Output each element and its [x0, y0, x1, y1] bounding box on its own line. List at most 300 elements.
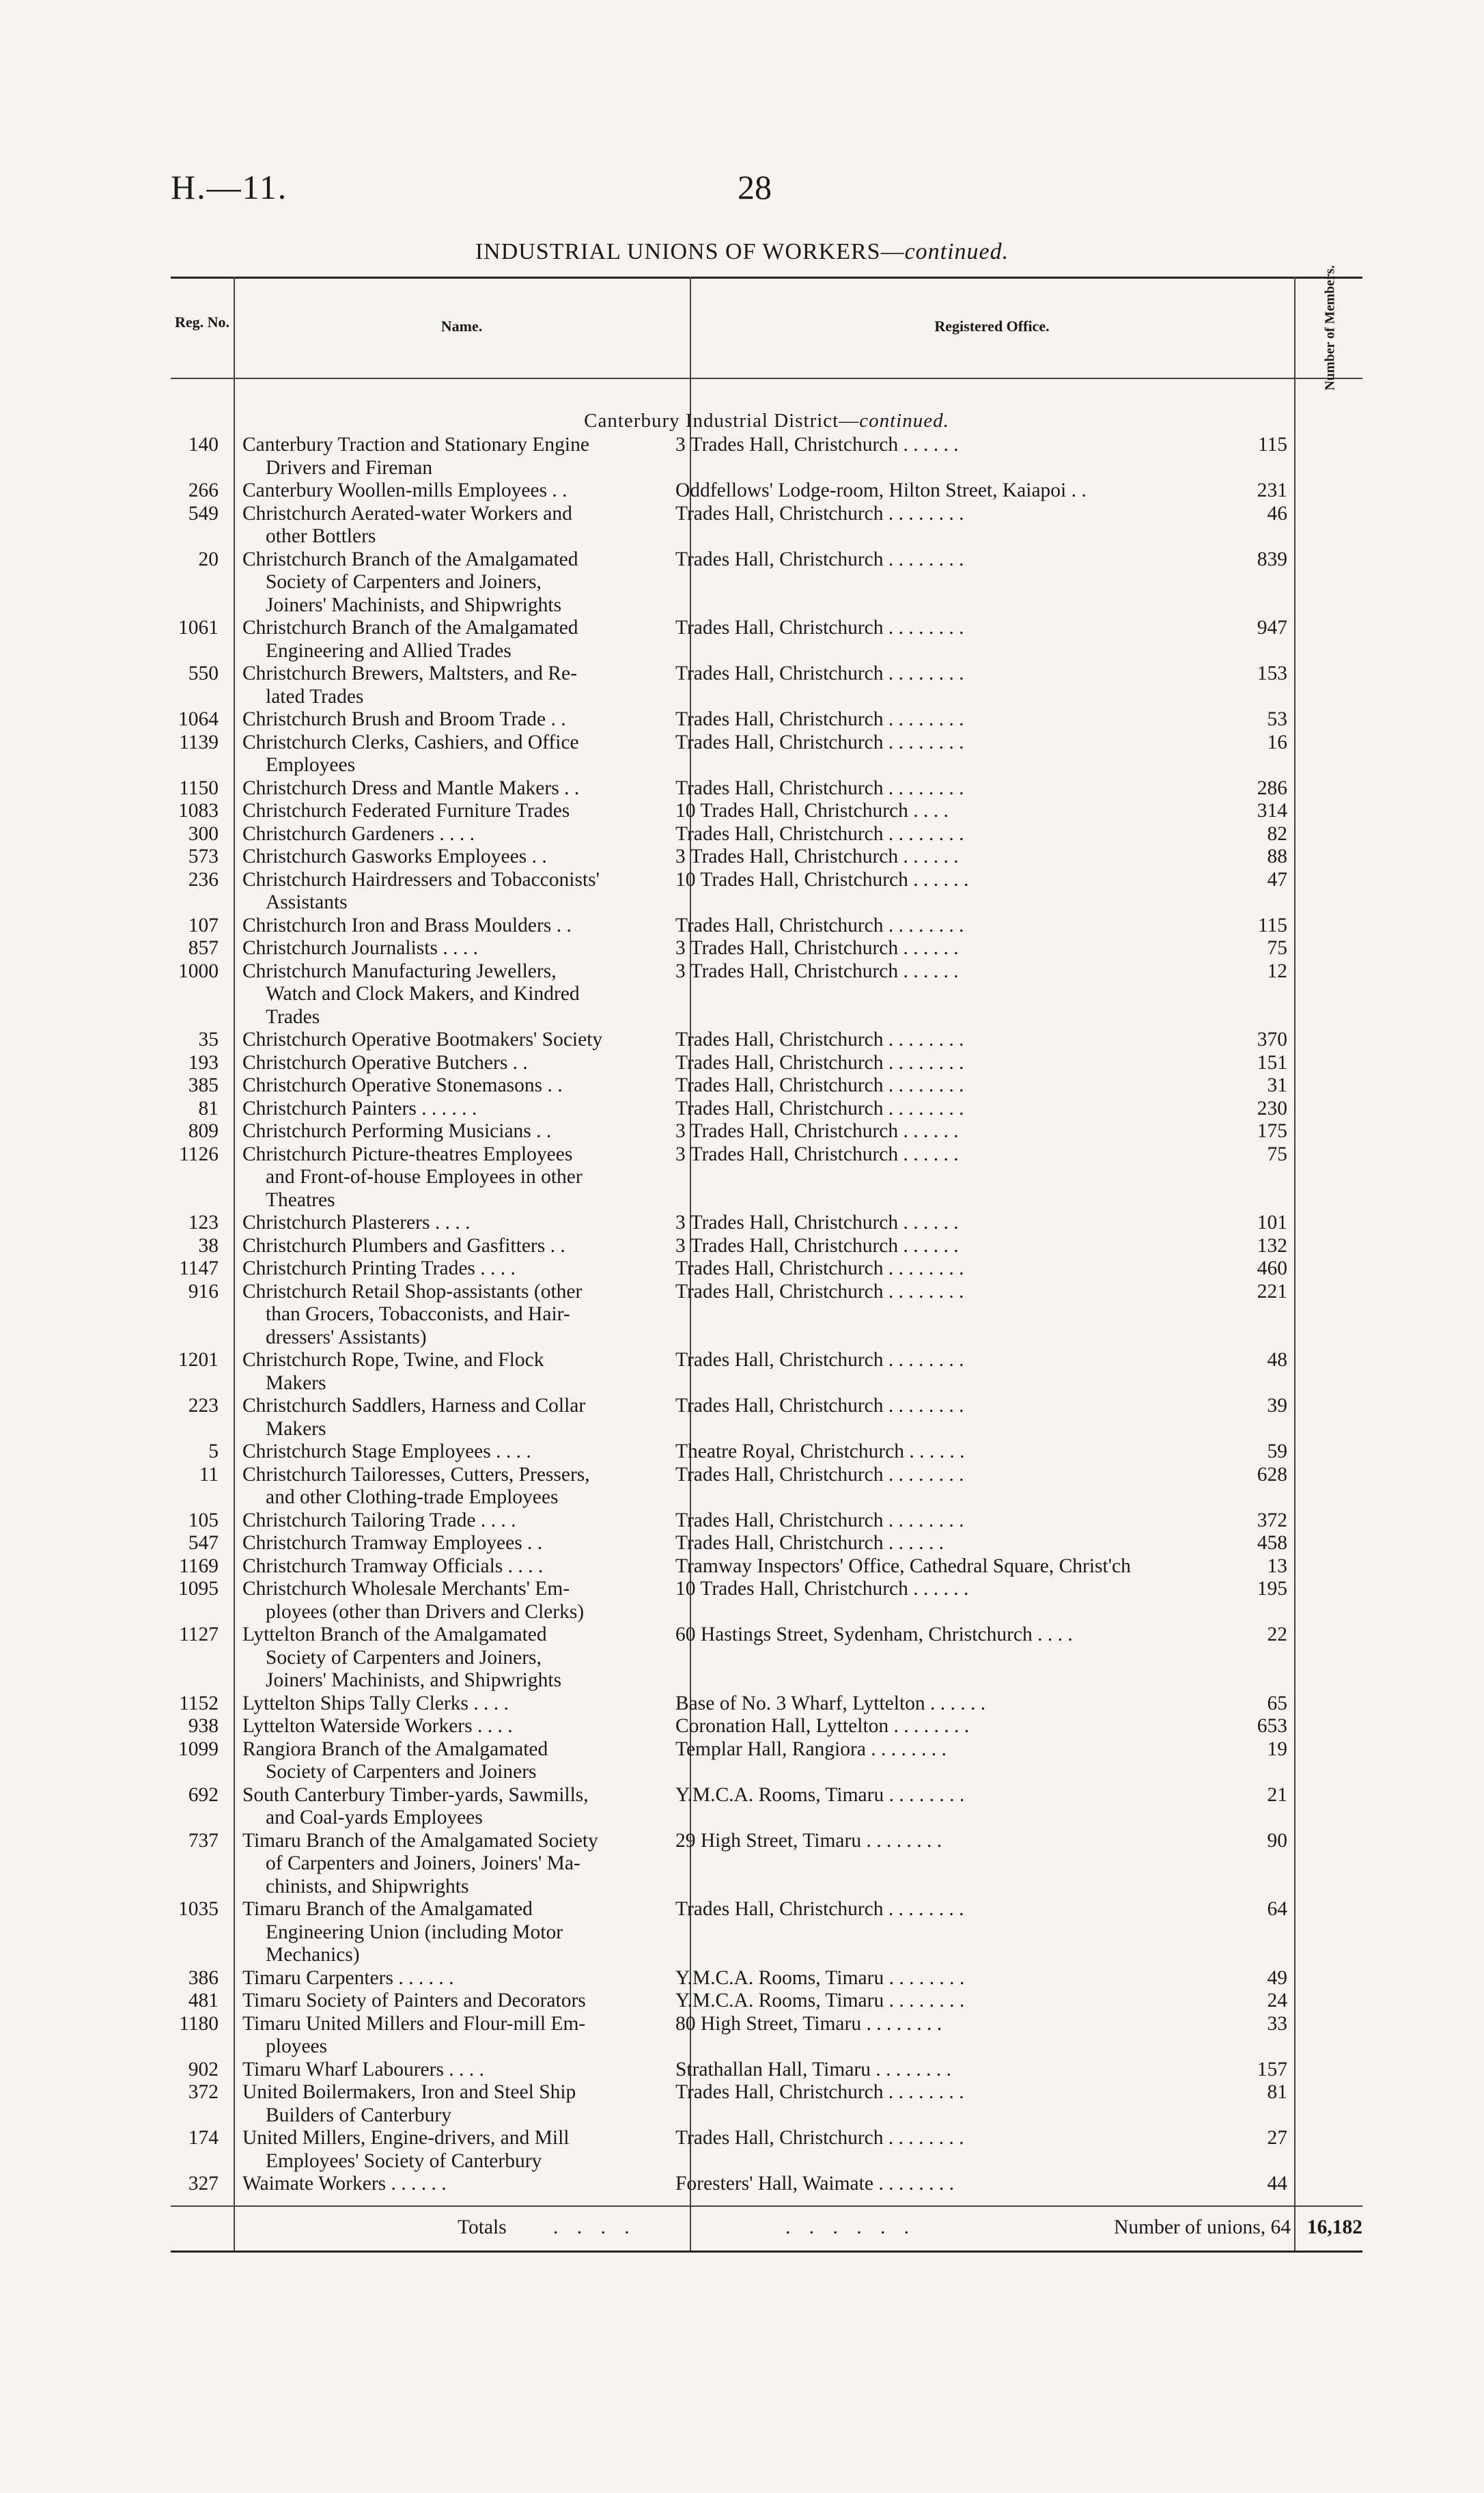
members-cell: 64 — [1267, 1898, 1287, 1920]
registered-office-cell: 3 Trades Hall, Christchurch . . . . . . — [675, 937, 959, 959]
reg-no-cell: 193 — [188, 1051, 219, 1074]
reg-no-cell: 1083 — [178, 800, 219, 822]
union-name-line: Assistants — [266, 891, 348, 913]
union-name-cell — [225, 2173, 659, 2196]
reg-no-cell: 1139 — [179, 731, 219, 753]
union-name-line: Timaru Branch of the Amalgamated — [242, 1898, 533, 1920]
union-name-line: Christchurch Picture-theatres Employees — [242, 1143, 573, 1165]
registered-office-cell: Templar Hall, Rangiora . . . . . . . . — [675, 1738, 947, 1760]
reg-no-cell: 140 — [188, 434, 219, 456]
union-name-line: Timaru United Millers and Flour-mill Em- — [242, 2012, 586, 2035]
reg-no-cell: 1201 — [178, 1349, 219, 1371]
registered-office-cell: Theatre Royal, Christchurch . . . . . . — [675, 1440, 965, 1462]
title-main: INDUSTRIAL UNIONS OF WORKERS— — [475, 239, 905, 264]
registered-office-cell: Foresters' Hall, Waimate . . . . . . . . — [675, 2173, 954, 2195]
registered-office-cell: Y.M.C.A. Rooms, Timaru . . . . . . . . — [675, 1990, 965, 2011]
reg-no-cell: 1169 — [179, 1555, 219, 1577]
union-name-cell — [225, 915, 659, 938]
registered-office-cell: Trades Hall, Christchurch . . . . . . . . — [675, 708, 964, 730]
union-name-line: dressers' Assistants) — [266, 1326, 427, 1348]
union-name-cell — [225, 1830, 659, 1899]
union-name-line: Timaru Carpenters . . . . . . — [242, 1966, 454, 1989]
union-name-cell — [225, 2013, 659, 2059]
union-name-line: Lyttelton Branch of the Amalgamated — [242, 1624, 547, 1645]
table-row — [171, 2081, 1362, 2127]
union-name-cell — [225, 1257, 659, 1281]
registered-office-cell: Tramway Inspectors' Office, Cathedral Square, Christ'ch — [675, 1555, 1131, 1577]
table-row — [171, 1738, 1362, 1784]
union-name-cell — [225, 1029, 659, 1052]
union-name-line: Canterbury Woollen-mills Employees . . — [242, 479, 568, 501]
members-cell: 53 — [1267, 708, 1287, 730]
members-cell: 839 — [1257, 548, 1287, 570]
union-name-line: and other Clothing-trade Employees — [266, 1486, 559, 1508]
registered-office-cell: 3 Trades Hall, Christchurch . . . . . . — [675, 846, 959, 867]
table-row — [171, 1029, 1362, 1052]
union-name-line: Christchurch Plasterers . . . . — [242, 1212, 471, 1234]
registered-office-cell: Trades Hall, Christchurch . . . . . . . . — [675, 502, 964, 525]
members-cell: 653 — [1257, 1715, 1287, 1737]
union-name-cell — [225, 1120, 659, 1143]
reg-no-cell: 1061 — [178, 617, 219, 639]
table-row — [171, 2173, 1362, 2196]
reg-no-cell: 174 — [188, 2127, 219, 2149]
reg-no-cell: 5 — [208, 1440, 219, 1462]
table-row — [171, 1120, 1362, 1143]
union-name-line: Christchurch Tailoring Trade . . . . — [242, 1509, 516, 1531]
members-cell: 31 — [1267, 1074, 1287, 1096]
table-row — [171, 548, 1362, 617]
header-registered-office: Registered Office. — [934, 318, 1050, 335]
reg-no-cell: 1147 — [179, 1257, 219, 1279]
members-cell: 175 — [1257, 1120, 1287, 1142]
table-row — [171, 1212, 1362, 1235]
members-cell: 39 — [1267, 1395, 1287, 1417]
members-cell: 372 — [1257, 1509, 1287, 1531]
union-name-cell — [225, 1738, 659, 1784]
registered-office-cell: Oddfellows' Lodge-room, Hilton Street, Kaiapoi . . — [675, 479, 1087, 501]
table-row — [171, 2059, 1362, 2082]
union-name-line: Lyttelton Ships Tally Clerks . . . . — [242, 1692, 509, 1714]
table-row — [171, 777, 1362, 800]
reg-no-cell: 481 — [188, 1990, 219, 2011]
union-name-cell — [225, 869, 659, 915]
union-name-cell — [225, 1440, 659, 1464]
union-name-line: Timaru Branch of the Amalgamated Society — [242, 1829, 598, 1852]
union-name-line: Christchurch Gardeners . . . . — [242, 822, 475, 845]
union-name-line: Christchurch Operative Bootmakers' Society — [242, 1029, 603, 1050]
table-bottom-rule — [171, 2251, 1362, 2253]
union-name-cell — [225, 823, 659, 846]
header-number-of-members — [1298, 265, 1362, 391]
reg-no-cell: 81 — [198, 1097, 219, 1119]
reg-no-cell: 1064 — [178, 708, 219, 730]
table-row — [171, 1349, 1362, 1395]
union-name-cell — [225, 2127, 659, 2173]
table-row — [171, 1898, 1362, 1967]
union-name-line: South Canterbury Timber-yards, Sawmills, — [242, 1783, 589, 1806]
reg-no-cell: 223 — [188, 1395, 219, 1417]
members-cell: 33 — [1267, 2012, 1287, 2035]
registered-office-cell: Trades Hall, Christchurch . . . . . . . . — [675, 663, 964, 684]
table-body — [171, 434, 1362, 2196]
union-name-line: Christchurch Stage Employees . . . . — [242, 1440, 531, 1462]
union-name-line: Theatres — [266, 1188, 335, 1211]
table-row — [171, 479, 1362, 503]
union-name-line: Christchurch Hairdressers and Tobacconists' — [242, 868, 600, 891]
reg-no-cell: 1180 — [179, 2012, 219, 2035]
registered-office-cell: Trades Hall, Christchurch . . . . . . . . — [675, 1257, 964, 1279]
totals-leader-dots: . . . . — [553, 2216, 636, 2238]
union-name-cell — [225, 1281, 659, 1350]
table-row — [171, 1440, 1362, 1464]
table-row — [171, 708, 1362, 732]
reg-no-cell: 327 — [188, 2173, 219, 2195]
union-name-line: Makers — [266, 1371, 326, 1394]
registered-office-cell: 3 Trades Hall, Christchurch . . . . . . — [675, 1234, 959, 1257]
union-name-line: Makers — [266, 1417, 326, 1440]
union-name-cell — [225, 1052, 659, 1075]
union-name-line: Christchurch Dress and Mantle Makers . . — [242, 777, 580, 799]
union-name-line: Employees' Society of Canterbury — [266, 2149, 542, 2172]
union-name-line: ployees — [266, 2035, 328, 2057]
registered-office-cell: Trades Hall, Christchurch . . . . . . . . — [675, 731, 964, 753]
members-cell: 90 — [1267, 1829, 1287, 1852]
reg-no-cell: 549 — [188, 502, 219, 525]
members-cell: 460 — [1257, 1257, 1287, 1279]
reg-no-cell: 857 — [188, 937, 219, 959]
table-row — [171, 1830, 1362, 1899]
reg-no-cell: 1152 — [179, 1692, 219, 1714]
table-row — [171, 1532, 1362, 1555]
table-row — [171, 1074, 1362, 1098]
registered-office-cell: Trades Hall, Christchurch . . . . . . . . — [675, 1051, 964, 1074]
members-cell: 157 — [1257, 2058, 1287, 2080]
registered-office-cell: Trades Hall, Christchurch . . . . . . . . — [675, 617, 964, 639]
union-name-cell — [225, 1532, 659, 1555]
reg-no-cell: 573 — [188, 846, 219, 867]
members-cell: 24 — [1267, 1990, 1287, 2011]
registered-office-cell: Trades Hall, Christchurch . . . . . . . . — [675, 1509, 964, 1531]
registered-office-cell: Y.M.C.A. Rooms, Timaru . . . . . . . . — [675, 1966, 965, 1989]
union-name-line: Waimate Workers . . . . . . — [242, 2173, 447, 2195]
registered-office-cell: Coronation Hall, Lyttelton . . . . . . . . — [675, 1715, 970, 1737]
registered-office-cell: 10 Trades Hall, Christchurch . . . . . . — [675, 868, 969, 891]
registered-office-cell: Trades Hall, Christchurch . . . . . . . . — [675, 1898, 964, 1920]
members-cell: 19 — [1267, 1738, 1287, 1760]
union-name-line: Christchurch Branch of the Amalgamated — [242, 617, 578, 639]
table-row — [171, 1395, 1362, 1440]
registered-office-cell: Trades Hall, Christchurch . . . . . . . . — [675, 914, 964, 936]
union-name-line: and Front-of-house Employees in other — [266, 1166, 583, 1188]
union-name-line: than Grocers, Tobacconists, and Hair- — [266, 1303, 570, 1325]
union-name-cell — [225, 663, 659, 708]
header-name: Name. — [440, 318, 483, 335]
members-cell: 21 — [1267, 1783, 1287, 1806]
union-name-cell — [225, 937, 659, 960]
members-cell: 115 — [1257, 434, 1287, 456]
section-main: Canterbury Industrial District— — [584, 410, 860, 432]
union-name-line: Christchurch Wholesale Merchants' Em- — [242, 1578, 570, 1600]
reg-no-cell: 386 — [188, 1966, 219, 1989]
union-name-line: Christchurch Journalists . . . . — [242, 937, 478, 959]
reg-no-cell: 372 — [188, 2081, 219, 2103]
reg-no-cell: 692 — [188, 1783, 219, 1806]
union-name-line: Christchurch Plumbers and Gasfitters . . — [242, 1234, 565, 1257]
reg-no-cell: 107 — [188, 914, 219, 936]
header-bottom-rule — [171, 378, 1362, 379]
registered-office-cell: Trades Hall, Christchurch . . . . . . . . — [675, 2081, 964, 2103]
members-cell: 314 — [1257, 800, 1287, 822]
registered-office-cell: Trades Hall, Christchurch . . . . . . . . — [675, 1097, 964, 1119]
registered-office-cell: 3 Trades Hall, Christchurch . . . . . . — [675, 434, 959, 456]
members-cell: 88 — [1267, 846, 1287, 867]
reg-no-cell: 809 — [188, 1120, 219, 1142]
union-name-cell — [225, 617, 659, 663]
table-row — [171, 2013, 1362, 2059]
members-cell: 75 — [1267, 1143, 1287, 1165]
registered-office-cell: 60 Hastings Street, Sydenham, Christchurch . . . . — [675, 1624, 1073, 1645]
table-row — [171, 1693, 1362, 1716]
union-name-line: Society of Carpenters and Joiners, — [266, 571, 542, 593]
union-name-cell — [225, 1464, 659, 1509]
members-cell: 81 — [1267, 2081, 1287, 2103]
members-cell: 153 — [1257, 663, 1287, 684]
union-name-line: Christchurch Tailoresses, Cutters, Pressers, — [242, 1463, 590, 1486]
members-cell: 370 — [1257, 1029, 1287, 1050]
reg-no-cell: 1095 — [178, 1578, 219, 1600]
union-name-line: Christchurch Painters . . . . . . — [242, 1097, 477, 1119]
table-row — [171, 434, 1362, 479]
registered-office-cell: 80 High Street, Timaru . . . . . . . . — [675, 2012, 942, 2035]
union-name-cell — [225, 777, 659, 800]
union-name-cell — [225, 1235, 659, 1258]
reg-no-cell: 385 — [188, 1074, 219, 1096]
union-name-line: Drivers and Fireman — [266, 456, 433, 479]
registered-office-cell: Trades Hall, Christchurch . . . . . . . . — [675, 1074, 964, 1096]
union-name-cell — [225, 503, 659, 548]
union-name-line: Christchurch Brush and Broom Trade . . — [242, 708, 566, 730]
members-cell: 132 — [1257, 1234, 1287, 1257]
table-row — [171, 1967, 1362, 1990]
union-name-cell — [225, 960, 659, 1029]
members-cell: 12 — [1267, 960, 1287, 982]
union-name-line: United Boilermakers, Iron and Steel Ship — [242, 2081, 576, 2103]
table-row — [171, 503, 1362, 548]
union-name-cell — [225, 1715, 659, 1738]
members-cell: 286 — [1257, 777, 1287, 799]
members-cell: 221 — [1257, 1280, 1287, 1303]
reg-no-cell: 105 — [188, 1509, 219, 1531]
reg-no-cell: 1150 — [179, 777, 219, 799]
members-cell: 628 — [1257, 1463, 1287, 1486]
registered-office-cell: Trades Hall, Christchurch . . . . . . . . — [675, 548, 964, 570]
table-row — [171, 1715, 1362, 1738]
union-name-cell — [225, 732, 659, 777]
table-row — [171, 1555, 1362, 1578]
union-name-cell — [225, 1143, 659, 1212]
registered-office-cell: Y.M.C.A. Rooms, Timaru . . . . . . . . — [675, 1783, 965, 1806]
registered-office-cell: 3 Trades Hall, Christchurch . . . . . . — [675, 1120, 959, 1142]
registered-office-cell: 29 High Street, Timaru . . . . . . . . — [675, 1829, 942, 1852]
union-name-line: Watch and Clock Makers, and Kindred — [266, 983, 580, 1005]
union-name-line: lated Trades — [266, 685, 364, 708]
union-name-line: Christchurch Manufacturing Jewellers, — [242, 960, 557, 982]
members-cell: 151 — [1257, 1051, 1287, 1074]
union-name-line: Christchurch Branch of the Amalgamated — [242, 548, 578, 570]
union-name-line: Joiners' Machinists, and Shipwrights — [266, 1669, 562, 1691]
union-name-line: Builders of Canterbury — [266, 2104, 451, 2126]
union-name-line: Society of Carpenters and Joiners, — [266, 1646, 542, 1669]
reg-no-cell: 547 — [188, 1532, 219, 1554]
registered-office-cell: 3 Trades Hall, Christchurch . . . . . . — [675, 1143, 959, 1165]
union-name-line: Christchurch Tramway Employees . . — [242, 1532, 543, 1554]
table-row — [171, 937, 1362, 960]
reg-no-cell: 123 — [188, 1212, 219, 1234]
registered-office-cell: Strathallan Hall, Timaru . . . . . . . . — [675, 2058, 951, 2080]
union-name-cell — [225, 2059, 659, 2082]
registered-office-cell: Trades Hall, Christchurch . . . . . . — [675, 1532, 944, 1554]
members-cell: 13 — [1267, 1555, 1287, 1577]
members-cell: 101 — [1257, 1212, 1287, 1234]
union-name-cell — [225, 1555, 659, 1578]
union-name-line: Society of Carpenters and Joiners — [266, 1761, 537, 1783]
registered-office-cell: 3 Trades Hall, Christchurch . . . . . . — [675, 960, 959, 982]
table-row — [171, 1624, 1362, 1693]
members-cell: 48 — [1267, 1349, 1287, 1371]
union-name-cell — [225, 548, 659, 617]
union-name-line: Christchurch Tramway Officials . . . . — [242, 1555, 544, 1577]
union-name-line: chinists, and Shipwrights — [266, 1875, 469, 1897]
union-name-cell — [225, 1074, 659, 1098]
table-row — [171, 663, 1362, 708]
union-name-cell — [225, 1990, 659, 2013]
union-name-cell — [225, 846, 659, 869]
union-name-line: Christchurch Saddlers, Harness and Collar — [242, 1395, 586, 1417]
union-name-cell — [225, 1349, 659, 1395]
registered-office-cell: Trades Hall, Christchurch . . . . . . . . — [675, 1395, 964, 1417]
table-row — [171, 1784, 1362, 1830]
table-row — [171, 1235, 1362, 1258]
union-name-cell — [225, 1898, 659, 1967]
union-name-line: Christchurch Operative Butchers . . — [242, 1051, 528, 1074]
union-name-line: Timaru Society of Painters and Decorators — [242, 1990, 586, 2011]
table-row — [171, 800, 1362, 823]
reg-no-cell: 1000 — [178, 960, 219, 982]
reg-no-cell: 266 — [188, 479, 219, 501]
table-row — [171, 1281, 1362, 1350]
members-cell: 46 — [1267, 502, 1287, 525]
union-name-cell — [225, 1967, 659, 1990]
union-name-cell — [225, 1624, 659, 1693]
members-cell: 231 — [1257, 479, 1287, 501]
table-row — [171, 1990, 1362, 2013]
union-name-line: Employees — [266, 754, 356, 776]
members-cell: 458 — [1257, 1532, 1287, 1554]
table-title — [0, 239, 1484, 265]
union-name-cell — [225, 2081, 659, 2127]
union-name-line: Christchurch Clerks, Cashiers, and Office — [242, 731, 579, 753]
union-name-line: Lyttelton Waterside Workers . . . . — [242, 1715, 513, 1737]
reg-no-cell: 300 — [188, 822, 219, 845]
members-cell: 47 — [1267, 868, 1287, 891]
registered-office-cell: 3 Trades Hall, Christchurch . . . . . . — [675, 1212, 959, 1234]
union-name-cell — [225, 1395, 659, 1440]
union-name-line: Canterbury Traction and Stationary Engine — [242, 434, 589, 456]
totals-label: Totals — [458, 2216, 507, 2238]
union-name-line: Christchurch Aerated-water Workers and — [242, 502, 572, 525]
table-row — [171, 1052, 1362, 1075]
reg-no-cell: 11 — [199, 1463, 219, 1486]
reg-no-cell: 550 — [188, 663, 219, 684]
title-continued: continued. — [904, 239, 1009, 264]
totals-top-rule — [171, 2205, 1362, 2207]
members-cell: 59 — [1267, 1440, 1287, 1462]
totals-office-dots: . . . . . . — [785, 2216, 916, 2238]
reg-no-cell: 1127 — [179, 1624, 219, 1645]
members-cell: 75 — [1267, 937, 1287, 959]
members-cell: 82 — [1267, 822, 1287, 845]
registered-office-cell: Trades Hall, Christchurch . . . . . . . . — [675, 1029, 964, 1050]
members-cell: 27 — [1267, 2127, 1287, 2149]
union-name-line: Christchurch Retail Shop-assistants (other — [242, 1280, 583, 1303]
table-row — [171, 869, 1362, 915]
registered-office-cell: Trades Hall, Christchurch . . . . . . . . — [675, 1349, 964, 1371]
reg-no-cell: 1126 — [179, 1143, 219, 1165]
registered-office-cell: 10 Trades Hall, Christchurch . . . . . . — [675, 1578, 969, 1600]
table-row — [171, 846, 1362, 869]
union-name-line: Joiners' Machinists, and Shipwrights — [266, 594, 562, 616]
number-of-unions: Number of unions, 64 — [1114, 2216, 1291, 2238]
reg-no-cell: 35 — [198, 1029, 219, 1050]
page-number: 28 — [738, 168, 772, 206]
registered-office-cell: Trades Hall, Christchurch . . . . . . . . — [675, 2127, 964, 2149]
table-row — [171, 732, 1362, 777]
union-name-cell — [225, 800, 659, 823]
table-row — [171, 1257, 1362, 1281]
union-name-line: Mechanics) — [266, 1944, 360, 1966]
union-name-line: Timaru Wharf Labourers . . . . — [242, 2058, 484, 2080]
registered-office-cell: Trades Hall, Christchurch . . . . . . . . — [675, 822, 964, 845]
table-row — [171, 823, 1362, 846]
registered-office-cell: Base of No. 3 Wharf, Lyttelton . . . . . . — [675, 1692, 986, 1714]
members-cell: 49 — [1267, 1966, 1287, 1989]
union-name-line: Engineering Union (including Motor — [266, 1921, 563, 1943]
header-reg-no: Reg. No. — [174, 314, 230, 331]
union-name-line: Christchurch Printing Trades . . . . — [242, 1257, 516, 1279]
union-name-cell — [225, 1693, 659, 1716]
union-name-line: Christchurch Iron and Brass Moulders . . — [242, 914, 572, 936]
table-row — [171, 960, 1362, 1029]
union-name-cell — [225, 1098, 659, 1121]
union-name-line: Trades — [266, 1005, 320, 1028]
reg-no-cell: 236 — [188, 868, 219, 891]
union-name-line: Christchurch Brewers, Maltsters, and Re- — [242, 663, 577, 684]
table-top-rule — [171, 277, 1362, 279]
union-name-line: other Bottlers — [266, 525, 376, 547]
union-name-cell — [225, 708, 659, 732]
reg-no-cell: 20 — [198, 548, 219, 570]
union-name-line: Christchurch Rope, Twine, and Flock — [242, 1349, 544, 1371]
union-name-cell — [225, 434, 659, 479]
table-row — [171, 1578, 1362, 1624]
union-name-cell — [225, 1212, 659, 1235]
reg-no-cell: 916 — [188, 1280, 219, 1303]
page-ref: H.—11. — [171, 168, 288, 206]
header-members-text: Number of Members. — [1322, 265, 1338, 391]
table-row — [171, 2127, 1362, 2173]
table-row — [171, 617, 1362, 663]
